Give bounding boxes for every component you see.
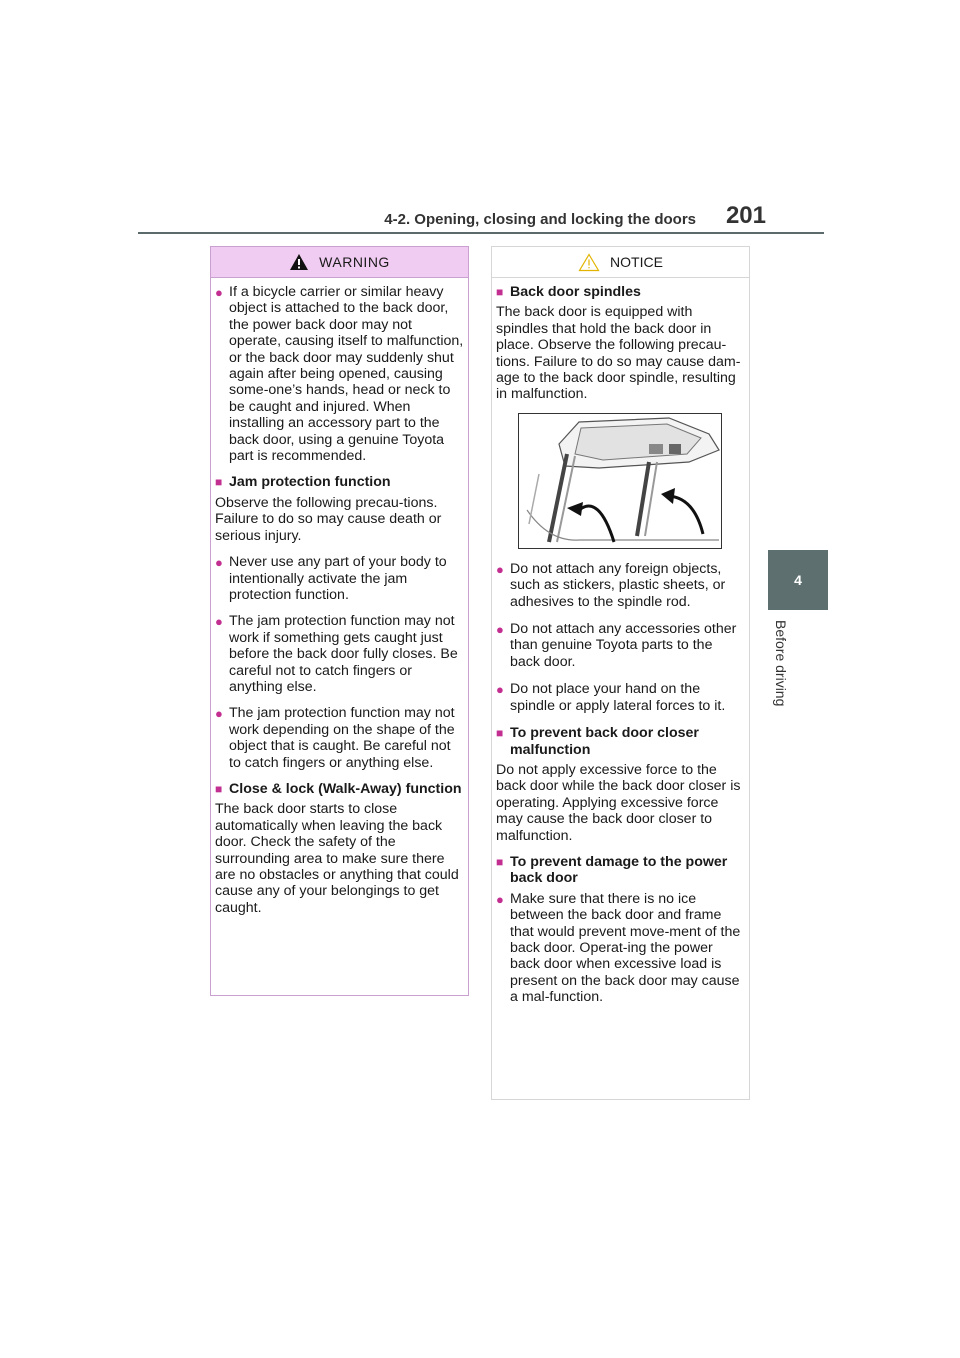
back-door-spindle-figure	[519, 414, 721, 548]
warning-header	[211, 247, 468, 278]
bullet-dot-icon: ●	[215, 614, 223, 630]
paragraph: Observe the following precau-tions. Failure to do so may cause death or serious injury.	[215, 494, 442, 544]
bullet-text: Do not place your hand on the spindle or apply lateral forces to it.	[510, 681, 726, 714]
header-rule	[138, 232, 824, 234]
page-header	[350, 200, 770, 228]
section-heading	[496, 725, 745, 758]
notice-box	[491, 246, 750, 1100]
warning-content	[211, 278, 468, 916]
square-bullet-icon: ■	[215, 475, 223, 490]
notice-content	[492, 278, 749, 1006]
square-bullet-icon: ■	[215, 781, 223, 796]
bullet-item	[496, 621, 745, 670]
section-heading-text: Close & lock (Walk-Away) function	[229, 780, 462, 797]
square-bullet-icon: ■	[496, 726, 504, 741]
section-heading-text: To prevent damage to the power back door	[510, 853, 728, 887]
section-heading-text: Jam protection function	[229, 474, 391, 491]
chapter-title: 4-2. Opening, closing and locking the doors	[384, 211, 696, 228]
bullet-dot-icon: ●	[496, 622, 504, 638]
warning-triangle-icon	[289, 253, 309, 271]
bullet-item	[215, 284, 464, 464]
section-heading-text: Back door spindles	[510, 284, 641, 300]
paragraph: The back door starts to close automatically when leaving the back door. Check the safety of the surrounding area to make sure there are no obstacles or anything that could cause any of your belongings to get caught.	[215, 801, 459, 916]
paragraph: The back door is equipped with spindles that hold the back door in place. Observe the following precau-tions. Failure to do so may cause dam-age to the back door spindle, resulting in malfunction.	[496, 304, 741, 403]
paragraph: Do not apply excessive force to the back door while the back door closer is operating. Applying excessive force may cause the back door closer to malfunction.	[496, 761, 741, 844]
bullet-dot-icon: ●	[215, 555, 223, 571]
bullet-dot-icon: ●	[215, 285, 223, 300]
section-heading	[496, 854, 745, 887]
bullet-item	[215, 705, 464, 771]
bullet-text: Do not attach any foreign objects, such as stickers, plastic sheets, or adhesives to the spindle rod.	[510, 560, 726, 610]
chapter-tab-label: Before driving	[773, 620, 789, 707]
bullet-dot-icon: ●	[496, 561, 504, 577]
bullet-dot-icon: ●	[215, 706, 223, 722]
bullet-dot-icon: ●	[496, 891, 504, 907]
chapter-tab-number: 4	[794, 572, 802, 588]
chapter-tab	[768, 550, 828, 610]
section-heading-text: To prevent back door closer malfunction	[510, 725, 699, 758]
bullet-item	[496, 561, 745, 610]
section-heading	[215, 474, 464, 490]
warning-box	[210, 246, 469, 996]
section-heading	[215, 781, 464, 797]
notice-triangle-icon	[578, 253, 600, 272]
square-bullet-icon: ■	[496, 854, 504, 869]
warning-title: WARNING	[319, 253, 390, 270]
bullet-item	[496, 681, 745, 714]
bullet-item	[215, 554, 464, 603]
bullet-text: The jam protection function may not work if something gets caught just before the back door fully closes. Be careful not to catch fingers or anything else.	[229, 613, 458, 695]
bullet-text: The jam protection function may not work depending on the shape of the object that is caught. Be careful not to catch fingers or anything else.	[229, 705, 455, 771]
bullet-item	[496, 891, 745, 1006]
bullet-item	[215, 613, 464, 695]
bullet-text: Do not attach any accessories other than genuine Toyota parts to the back door.	[510, 621, 737, 670]
bullet-dot-icon: ●	[496, 682, 504, 698]
bullet-text: Never use any part of your body to intentionally activate the jam protection function.	[229, 554, 447, 603]
page-number: 201	[725, 202, 766, 229]
notice-header	[492, 247, 749, 278]
square-bullet-icon: ■	[496, 285, 504, 299]
bullet-text: If a bicycle carrier or similar heavy object is attached to the back door, the power back door may not operate, causing itself to malfunction, or the back door may suddenly shut again after being opened, causing some-one’s hands, head or neck to be caught and injured. When installing an accessory part to the back door, using a genuine Toyota part is recommended.	[229, 284, 464, 465]
spindle-illustration	[518, 413, 722, 549]
bullet-text: Make sure that there is no ice between the back door and frame that would prevent move-ment of the back door. Operat-ing the power back door when excessive load is present on the back door may cause a mal-function.	[510, 890, 741, 1006]
section-heading	[496, 284, 745, 300]
notice-title: NOTICE	[610, 253, 663, 270]
